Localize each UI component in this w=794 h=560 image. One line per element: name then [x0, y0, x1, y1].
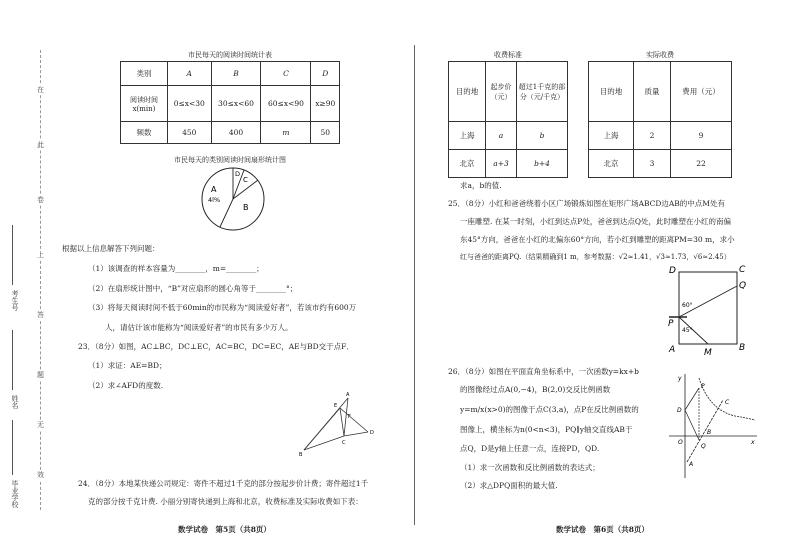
table1-cell: 0≤x<30 — [168, 86, 212, 122]
seal-char-2: 卷 — [37, 196, 44, 204]
school-label: 毕业学校 — [11, 480, 19, 508]
reading-time-table — [120, 61, 340, 144]
q25-label-m: M — [704, 348, 712, 357]
q26-label-x: x — [751, 439, 755, 446]
seal-char-7: 效 — [37, 471, 44, 479]
q23-label-e: E — [334, 403, 338, 409]
actual-fee-table — [588, 61, 732, 178]
q25-line-3: 红与爸爸的距离PQ.（结果精确到1 m，参考数据：√2≈1.41，√3≈1.73，√6≈2.45） — [460, 253, 731, 261]
fee-cell: a — [486, 122, 517, 150]
table1-title: 市民每天的阅读时间统计表 — [188, 51, 272, 59]
fee-header-1: 起步价（元） — [486, 62, 517, 122]
q23-label-c: C — [342, 440, 346, 446]
actual-header-1: 质量 — [634, 62, 671, 122]
fee-header-0: 目的地 — [449, 62, 486, 122]
name-underline — [12, 330, 13, 390]
q25-line-0: 25．（8分）小红和爸爸绕着小区广场锻炼如图在矩形广场ABCD边AB的中点M处有 — [448, 199, 725, 208]
q22-line-0: 根据以上信息解答下列问题： — [62, 244, 160, 253]
exam-number-underline — [12, 225, 13, 285]
q26-qd — [685, 410, 699, 440]
q26-line-3: 图像上，横坐标为n(0<n<3)，PQ∥y轴交直线AB于 — [460, 425, 633, 434]
actual-cell: 2 — [634, 122, 671, 150]
q26-label-b: B — [707, 429, 712, 436]
q26-figure — [665, 370, 760, 480]
q24-end: 求a，b的值. — [460, 181, 502, 190]
q26-label-q: Q — [701, 443, 706, 450]
table1-cell: m — [261, 122, 311, 144]
fee-cell: a+3 — [486, 150, 517, 178]
q26-label-y: y — [678, 375, 682, 382]
q26-label-d: D — [677, 407, 682, 414]
pie-label-d: D — [235, 170, 241, 178]
q23-figure — [296, 388, 376, 463]
q26-line-6: （2）求△DPQ面积的最大值. — [460, 481, 558, 490]
q23-seg — [340, 408, 344, 436]
q26-pd — [685, 388, 699, 410]
q22-line-2: （2）在扇形统计图中，“B”对应扇形的圆心角等于________°； — [88, 284, 298, 293]
actual-table-title: 实际收费 — [646, 51, 674, 59]
q23-seg — [340, 408, 368, 432]
q25-label-b: B — [739, 343, 746, 353]
q25-label-c: C — [739, 265, 746, 275]
fee-cell: 上海 — [449, 122, 486, 150]
q26-line-1: 的图像经过点A(0,−4)，B(2,0)交反比例函数 — [460, 385, 611, 394]
table1-header-3: C — [261, 62, 311, 86]
actual-header-2: 费用（元） — [671, 62, 732, 122]
table1-cell: 阅读时间x(min) — [121, 86, 168, 122]
fee-header-2: 超过1千克的部分（元/千克） — [517, 62, 568, 122]
binding-line — [40, 50, 41, 510]
table1-header-1: A — [168, 62, 212, 86]
seal-char-1: 此 — [37, 141, 44, 149]
table1-header-0: 类别 — [121, 62, 168, 86]
fee-table-title: 收费标准 — [494, 51, 522, 59]
exam-number-label: 考生号 — [11, 290, 19, 311]
table1-cell: 60≤x<90 — [261, 86, 311, 122]
q25-label-45: 45° — [682, 327, 693, 334]
q22-line-3: （3）将每天阅读时间不低于60min的市民称为“阅读爱好者”，若该市约有600万 — [88, 303, 357, 312]
left-footer: 数学试卷 第5页（共8页） — [178, 525, 271, 534]
q26-label-a: A — [689, 461, 694, 468]
q22-line-4: 人，请估计该市能称为“阅读爱好者”的市民有多少万人。 — [105, 323, 293, 332]
q23-label-a: A — [346, 392, 350, 398]
fee-standard-table — [448, 61, 568, 178]
fee-cell: b+4 — [517, 150, 568, 178]
seal-char-0: 在 — [37, 86, 44, 94]
table1-header-2: B — [211, 62, 261, 86]
q23-seg — [344, 432, 368, 436]
q26-label-p: P — [701, 383, 705, 390]
q24-line-1: 克的部分按千克计费. 小丽分别寄快递到上海和北京，收费标准及实际收费如下表： — [88, 497, 363, 506]
page-divider — [414, 45, 415, 525]
pie-label-a-pct: 4l% — [208, 196, 221, 204]
q25-line-2: 东45°方向，爸爸在小红的北偏东60°方向，若小红到雕塑的距离PM=30 m，求小 — [460, 235, 735, 244]
school-underline — [12, 420, 13, 475]
seal-char-3: 上 — [37, 251, 44, 259]
table1-cell: 400 — [211, 122, 261, 144]
q23-label-b: B — [299, 452, 303, 458]
q25-label-p: P — [668, 319, 674, 329]
table1-header-4: D — [311, 62, 340, 86]
q26-line-ab — [687, 400, 723, 462]
actual-cell: 北京 — [589, 150, 634, 178]
q26-line-4: 点Q，D是y轴上任意一点，连接PD，QD. — [460, 444, 600, 453]
right-footer: 数学试卷 第6页（共8页） — [556, 525, 649, 534]
q26-label-c: C — [725, 399, 730, 406]
seal-char-6: 无 — [37, 421, 44, 429]
pie-label-a: A — [211, 185, 217, 194]
name-label: 姓名 — [11, 395, 19, 409]
q25-label-a: A — [669, 345, 676, 355]
pie-label-b: B — [243, 203, 249, 212]
q26-label-o: O — [678, 439, 683, 446]
q23-line-1: （1）求证：AE=BD； — [88, 361, 167, 370]
actual-cell: 9 — [671, 122, 732, 150]
pie-divider — [220, 199, 233, 227]
q24-line-0: 24．（8分）本地某快递公司规定：寄件不超过1千克的部分按起步价计费；寄件超过1千 — [78, 479, 369, 488]
seal-char-5: 题 — [37, 371, 44, 379]
q25-line-1: 一座雕塑. 在某一时刻，小红到达点P处，爸爸到达点Q处，此时雕塑在小红的南偏 — [460, 217, 731, 226]
pie-chart — [198, 164, 268, 234]
table1-cell: 50 — [311, 122, 340, 144]
pie-label-c: C — [243, 176, 248, 184]
q26-line-0: 26．（8分）如图在平面直角坐标系中，一次函数y=kx+b — [448, 367, 639, 376]
q26-line-5: （1）求一次函数和反比例函数的表达式； — [460, 463, 600, 472]
q26-line-2: y=m/x(x>0)的图像于点C(3,a)，点P在反比例函数的 — [460, 405, 639, 414]
table1-cell: x≥90 — [311, 86, 340, 122]
seal-char-4: 答 — [37, 311, 44, 319]
actual-cell: 22 — [671, 150, 732, 178]
fee-cell: b — [517, 122, 568, 150]
q25-label-q: Q — [739, 281, 747, 291]
q25-figure — [665, 262, 760, 357]
table1-cell: 30≤x<60 — [211, 86, 261, 122]
fee-cell: 北京 — [449, 150, 486, 178]
actual-cell: 上海 — [589, 122, 634, 150]
q23-label-f: F — [348, 414, 351, 420]
actual-header-0: 目的地 — [589, 62, 634, 122]
q23-line-2: （2）求∠AFD的度数. — [88, 381, 164, 390]
q23-label-d: D — [370, 430, 374, 436]
table1-cell: 频数 — [121, 122, 168, 144]
q23-line-0: 23．（8分）如图，AC⊥BC，DC⊥EC，AC=BC，DC=EC，AE与BD交于点F． — [78, 342, 354, 351]
q22-line-1: （1）该调查的样本容量为________，m=________； — [88, 264, 264, 273]
pie-title: 市民每天的类别阅读时间扇形统计图 — [174, 156, 286, 164]
actual-cell: 3 — [634, 150, 671, 178]
q25-label-d: D — [669, 266, 676, 276]
table1-cell: 450 — [168, 122, 212, 144]
q25-label-60: 60° — [682, 302, 693, 309]
